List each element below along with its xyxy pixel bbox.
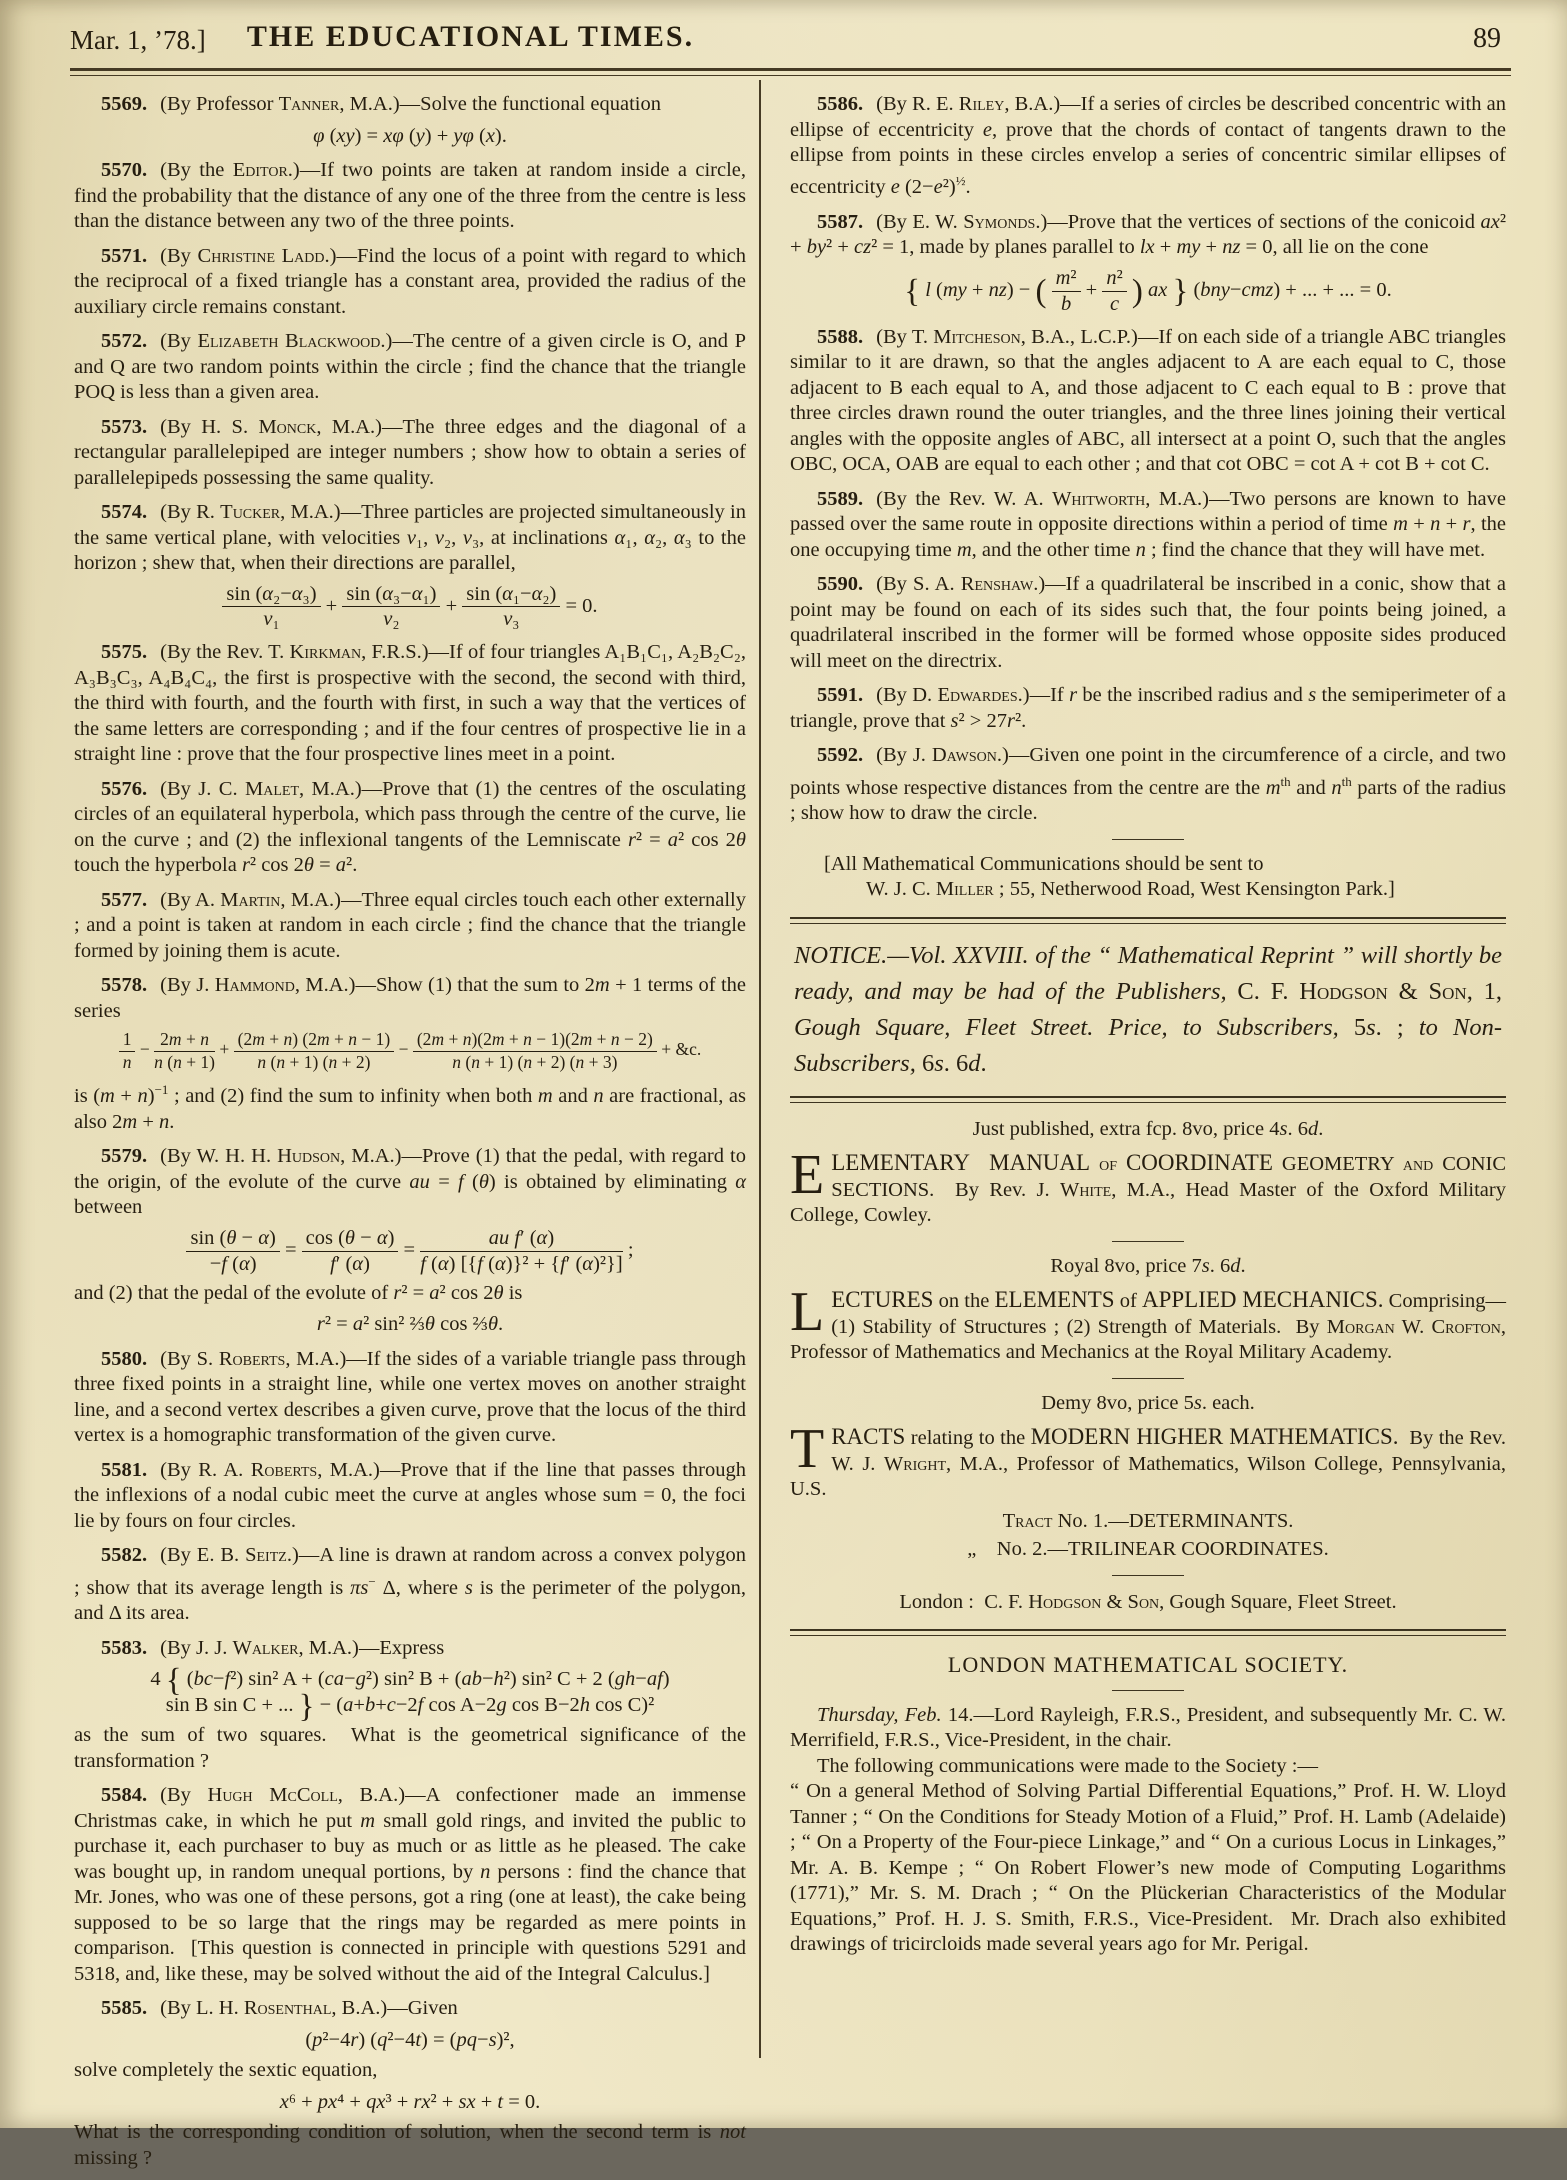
page-number: 89 [1473,23,1501,54]
society-paragraph-1: Thursday, Feb. 14.—Lord Rayleigh, F.R.S., President, and subsequently Mr. C. W. Merrifield, F.R.S., Vice-President, in the chair. [790,1703,1507,1752]
tract-line-1: Tract No. 1.—DETERMINANTS. [1002,1509,1294,1532]
ad-1-body: ELEMENTARY MANUAL of COORDINATE GEOMETRY and CONIC SECTIONS. By Rev. J. White, M.A., Head Master of the Oxford Military College, Cowley. [790,1144,1506,1227]
problem-text: (By S. Roberts, M.A.)—If the sides of a variable triangle pass through three fixed points in a straight line, while one vertex moves on another straight line, and a second vertex describes a given curve, prove that the locus of the third vertex is a homographic transformation of the given curve. [74,1347,747,1447]
problem-5586 [790,92,1506,201]
problem-number: 5571. [101,244,148,267]
column-divider-rule [759,80,761,2058]
double-rule [790,917,1506,924]
problem-5576 [74,777,746,879]
problem-text: (By E. B. Seitz.)—A line is drawn at random across a convex polygon ; show that its average length is πs− Δ, where s is the perimeter of the polygon, and Δ its area. [74,1544,747,1625]
problem-text: (By the Rev. T. Kirkman, F.R.S.)—If of four triangles A₁B₁C₁, A₂B₂C₂, A₃B₃C₃, A₄B₄C₄, the first is prospective with the second, the second with third, the third with fourth, and the fourth with first, in such a way that the vertices of the same letters are corresponding ; and if the four centres of prospective lie in a straight line : prove that the four prospective lines meet in a point. [74,641,746,766]
problem-number: 5582. [101,1544,148,1567]
page-title: THE EDUCATIONAL TIMES. [246,20,695,53]
society-paragraph-3: “ On a general Method of Solving Partial Differential Equations,” Prof. H. W. Lloyd Tanner ; “ On the Conditions for Steady Motion of a Fluid,” Prof. H. Lamb (Adelaide) ; “ On a Property of the Four-piece Linkage,” and “ On a curious Locus in Linkages,” Mr. A. B. Kempe ; “ On Robert Flower’s new mode of Computing Logarithms (1771),” Mr. S. M. Drach ; “ On the Plückerian Characteristics of the Modular Equations,” Prof. H. J. S. Smith, F.R.S., Vice-President. Mr. Drach also exhibited drawings of tricircloids made several years ago for Mr. Perigal. [790,1780,1506,1956]
problem-5581 [74,1458,746,1535]
problem-5590 [790,572,1506,674]
problem-number: 5570. [101,159,148,181]
reprint-notice: NOTICE.—Vol. XXVIII. of the “ Mathematical Reprint ” will shortly be ready, and may be had of the Publishers, C. F. Hodgson & Son, 1, Gough Square, Fleet Street. Price, to Subscribers, 5s. ; to Non-Subscribers, 6s. 6d. [794,941,1503,1077]
problem-number: 5589. [817,487,864,510]
problem-text: (By R. Tucker, M.A.)—Three particles are projected simultaneously in the same vertical plane, with velocities v₁, v₂, v₃, at inclinations α₁, α₂, α₃ to the horizon ; shew that, when their directions are parallel, $\frac{\text{sin (α₂−α₃)}}{\text{v₁}}$ + $\frac{\text{sin (α₃−α₁)}}{\text{v₂}}$ + $\frac{\text{sin (α₁−α₂)}}{\text{v₃}}$ = 0. [74,501,746,631]
problem-number: 5577. [101,888,148,911]
problem-text: (By W. H. H. Hudson, M.A.)—Prove (1) that the pedal, with regard to the origin, of the evolute of the curve au = f (θ) is obtained by eliminating α between $\frac{\sin (\theta - \alpha)}{-f (\alpha)}$ = $\frac{\cos (\theta - \alpha)}{f' (\alpha)}$ = $\frac{\text{au f′ (α)}}{\text{f (α) [\{f (α)\}² + \{f′ (α)²\}]}}$ ; and (2) that the pedal of the evolute of r² = a² cos 2θ is r² = a² sin² ⅔θ cos ⅔θ. [74,1145,747,1336]
problem-5569 [74,92,746,149]
ad-3-header: Demy 8vo, price 5s. each. [1041,1391,1255,1414]
ad-2-body: LECTURES on the ELEMENTS of APPLIED MECHANICS. Comprising—(1) Stability of Structures ; (2) Strength of Materials. By Morgan W. Crofton, Professor of Mathematics and Mechanics at the Royal Military Academy. [790,1281,1506,1364]
problem-5592 [790,743,1506,826]
problem-5578 [74,973,746,1135]
problem-number: 5585. [101,1997,148,2020]
problem-5572 [74,329,746,406]
problem-number: 5569. [101,93,148,115]
ad-2-header: Royal 8vo, price 7s. 6d. [1050,1254,1246,1277]
problem-5584 [74,1783,746,1987]
problem-5587 [790,210,1506,316]
communications-note: [All Mathematical Communications should be sent to W. J. C. Miller ; 55, Netherwood Road, West Kensington Park.] [824,852,1395,901]
problem-number: 5587. [817,210,864,233]
society-paragraph-2: The following communications were made to the Society :— [817,1754,1318,1777]
short-rule [1112,1378,1184,1379]
problem-text: (By S. A. Renshaw.)—If a quadrilateral be inscribed in a conic, show that a point may be found on each of its sides such that, the four points being joined, a quadrilateral inscribed in the former will be formed whose opposite sides produced will meet on the directrix. [790,573,1507,672]
problem-5591 [790,683,1506,734]
problem-5575 [74,640,746,768]
problem-text: (By Christine Ladd.)—Find the locus of a point with regard to which the reciprocal of a fixed triangle has a constant area, provided the radius of the auxiliary circle remains constant. [74,244,746,318]
left-column [74,92,746,2180]
page-header [70,22,1511,64]
problem-text: (By A. Martin, M.A.)—Three equal circles touch each other externally ; and a point is taken at random in each circle ; find the chance that the triangle formed by joining them is acute. [74,888,746,962]
problem-number: 5584. [101,1784,148,1807]
short-rule [1112,1690,1184,1691]
ad-1-header: Just published, extra fcp. 8vo, price 4s. 6d. [972,1117,1324,1140]
problem-number: 5588. [817,325,864,348]
publisher-line: London : C. F. Hodgson & Son, Gough Square, Fleet Street. [899,1590,1397,1613]
problem-number: 5578. [101,974,148,997]
problem-text: (By the Editor.)—If two points are taken at random inside a circle, find the probability that the distance of any one of the three from the centre is less than the distance between any two of the three points. [74,159,747,232]
problem-text: (By R. A. Roberts, M.A.)—Prove that if the line that passes through the inflexions of a nodal cubic meet the curve at angles whose sum = 0, the foci lie by fours on four circles. [74,1458,746,1532]
double-rule [790,1629,1506,1636]
problem-text: (By Elizabeth Blackwood.)—The centre of a given circle is O, and P and Q are two random points within the circle ; find the chance that the triangle POQ is less than a given area. [74,330,747,403]
problem-text: (By E. W. Symonds.)—Prove that the vertices of sections of the conicoid ax² + by² + cz² = 1, made by planes parallel to lx + my + nz = 0, all lie on the cone { l (my + nz) − ( $\frac{\text{m²}}{b}$ + $\frac{\text{n²}}{c}$ ) ax } (bny−cmz) + ... + ... = 0. [790,210,1506,315]
problem-text: (By D. Edwardes.)—If r be the inscribed radius and s the semiperimeter of a triangle, prove that s² > 27r². [790,684,1506,732]
problem-5583 [74,1636,746,1775]
problem-5570 [74,158,746,235]
problem-text: (By J. J. Walker, M.A.)—Express 4 { (bc−f²) sin² A + (ca−g²) sin² B + (ab−h²) sin² C + 2 (gh−af) sin B sin C + ... } − (a+b+c−2f cos A−2g cos B−2h cos C)² as the sum of two squares. What is the geometrical significance of the transformation ? [74,1636,746,1772]
header-rule [70,68,1511,76]
tract-line-2: „ No. 2.—TRILINEAR COORDINATES. [967,1538,1329,1561]
ad-3-body: TRACTS relating to the MODERN HIGHER MATHEMATICS. By the Rev. W. J. Wright, M.A., Professor of Mathematics, Wilson College, Pennsylvania, U.S. [790,1418,1506,1501]
problem-number: 5573. [101,415,148,438]
problem-number: 5586. [817,93,864,115]
double-rule [790,1096,1506,1103]
problem-5571 [74,244,746,321]
problem-number: 5575. [101,641,148,664]
problem-text: (By Hugh McColl, B.A.)—A confectioner made an immense Christmas cake, in which he put m small gold rings, and invited the public to purchase it, each purchaser to buy as much or as little as he pleased. The cake was bought up, in random unequal portions, by n persons : find the chance that Mr. Jones, who was one of these persons, got a ring (one at least), the cake being supposed to be so large that the rings may be regarded as mere points in comparison. [This question is connected in principle with questions 5291 and 5318, and, like these, may be solved without the aid of the Integral Calculus.] [74,1784,747,1985]
problem-number: 5574. [101,501,148,523]
problem-text: (By R. E. Riley, B.A.)—If a series of circles be described concentric with an ellipse of eccentricity e, prove that the chords of contact of tangents drawn to the ellipse from points in these circles envelop a series of concentric similar ellipses of eccentricity e $(2-e^2)^{\frac{1}{2}}$. [790,93,1506,199]
problem-5585 [74,1996,746,2171]
problem-text: (By H. S. Monck, M.A.)—The three edges and the diagonal of a rectangular parallelepiped are integer numbers ; show how to obtain a series of parallelepipeds possessing the same quality. [74,415,746,489]
problem-5574 [74,500,746,631]
problem-text: (By J. C. Malet, M.A.)—Prove that (1) the centres of the osculating circles of an equilateral hyperbola, which pass through the centre of the curve, lie on the curve ; and (2) the inflexional tangents of the Lemniscate r² = a² cos 2θ touch the hyperbola r² cos 2θ = a². [74,777,746,877]
problem-5589 [790,487,1506,564]
society-title: LONDON MATHEMATICAL SOCIETY. [947,1652,1349,1678]
problem-5573 [74,415,746,492]
short-rule [1112,839,1184,840]
short-rule [1112,1241,1184,1242]
problem-5577 [74,888,746,965]
problem-number: 5576. [101,777,148,800]
problem-number: 5580. [101,1347,148,1370]
problem-text: (By the Rev. W. A. Whitworth, M.A.)—Two persons are known to have passed over the same route in opposite directions within a period of time m + n + r, the one occupying time m, and the other time n ; find the chance that they will have met. [790,487,1507,561]
problem-5580 [74,1347,746,1449]
problem-number: 5583. [101,1636,148,1659]
problem-number: 5581. [101,1458,148,1481]
problem-text: (By J. Hammond, M.A.)—Show (1) that the sum to 2m + 1 terms of the series $\frac{1}{n}$ − $\frac{2m + n}{n (n + 1)}$ + $\frac{(2m + n) (2m + n - 1)}{n (n + 1) (n + 2)}$ − $\frac{(2m + n)(2m + n - 1)(2m + n - 2)}{n (n + 1) (n + 2) (n + 3)}$ + &c. is $(m + n)^{-1}$ ; and (2) find the sum to infinity when both m and n are fractional, as also 2m + n. [74,974,747,1133]
problem-text: (By L. H. Rosenthal, B.A.)—Given (p²−4r) (q²−4t) = (pq−s)², solve completely the sextic equation, x⁶ + px⁴ + qx³ + rx² + sx + t = 0. What is the corresponding condition of solution, when the second term is not missing ? [74,1997,746,2169]
short-rule [1112,1575,1184,1576]
problem-number: 5579. [101,1145,148,1168]
problem-5582 [74,1543,746,1626]
problem-number: 5572. [101,330,148,352]
problem-text: (By J. Dawson.)—Given one point in the circumference of a circle, and two points whose respective distances from the centre are the $m^{th}$ and $n^{th}$ parts of the radius ; show how to draw the circle. [790,744,1506,825]
problem-text: (By Professor Tanner, M.A.)—Solve the functional equation φ (xy) = xφ (y) + yφ (x). [160,93,661,147]
problem-number: 5590. [817,573,864,596]
header-date: Mar. 1, ’78.] [70,25,206,55]
problem-number: 5592. [817,744,864,767]
problem-number: 5591. [817,684,864,707]
problem-text: (By T. Mitcheson, B.A., L.C.P.)—If on each side of a triangle ABC triangles similar to it are drawn, so that the angles adjacent to A are each equal to C, those adjacent to B each equal to A, and those adjacent to C each equal to B : prove that three circles drawn round the outer triangles, and the three lines joining their vertical angles with the opposite angles of ABC, all intersect at a point O, such that the angles OBC, OCA, OAB are equal to each other ; and that cot OBC = cot A + cot B + cot C. [790,325,1506,476]
problem-5588 [790,325,1506,478]
problem-5579 [74,1144,746,1337]
right-column [790,92,1506,1958]
